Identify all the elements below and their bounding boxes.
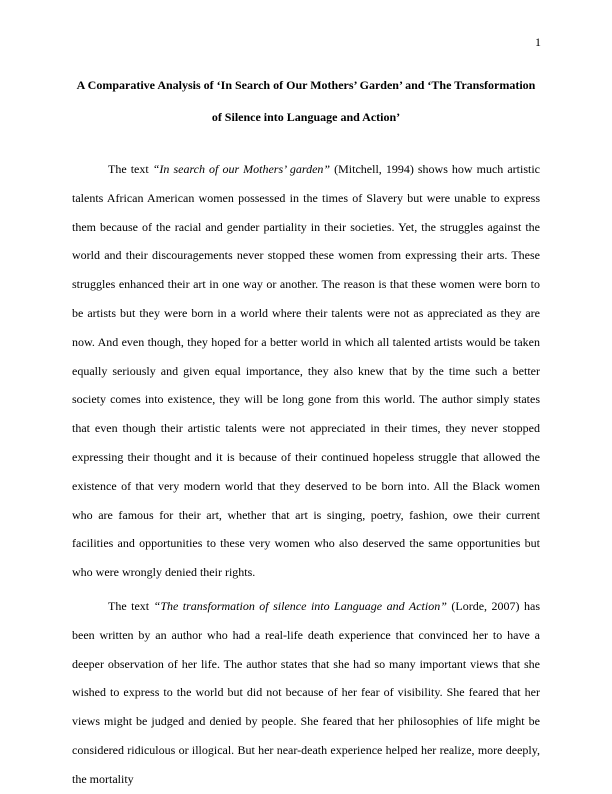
paragraph-1-lead: The text: [108, 162, 153, 176]
paragraph-2: [72, 592, 540, 794]
paragraph-1-work-title: “In search of our Mothers’ garden”: [152, 162, 331, 176]
paragraph-2-text: (Lorde, 2007) has been written by an author who had a real-life death experience that convinced her to have a deeper observation of her life. The author states that she had so many important views that she wished to express to the world but did not because of her fear of visibility. She feared that her views might be judged and denied by people. She feared that her philosophies of life might be considered ridiculous or illogical. But her near-death experience helped her realize, more deeply, the mortality: [72, 598, 540, 786]
page-number: 1: [535, 35, 541, 49]
paragraph-2-lead: The text: [108, 598, 154, 613]
document-body: [72, 155, 540, 794]
paragraph-1: [72, 155, 540, 587]
document-title: A Comparative Analysis of ‘In Search of Our Mothers’ Garden’ and ‘The Transformation of Silence into Language and Action’: [76, 78, 536, 124]
paragraph-2-work-title: “The transformation of silence into Language and Action”: [153, 598, 447, 613]
paragraph-1-text: (Mitchell, 1994) shows how much artistic talents African American women possessed in the times of Slavery but were unable to express them because of the racial and gender partiality in their societies. Yet, the struggles against the world and their discouragements never stopped these women from expressing their arts. These struggles enhanced their art in one way or another. The reason is that these women were born to be artists but they were born in a world where their talents were not as appreciated as they are now. And even though, they hoped for a better world in which all talented artists would be taken equally seriously and given equal importance, they also knew that by the time such a better society comes into existence, they will be long gone from this world. The author simply states that even though their artistic talents were not appreciated in their times, they never stopped expressing their thought and it is because of their continued hopeless struggle that allowed the existence of that very modern world that they deserved to be born into. All the Black women who are famous for their art, whether that art is singing, poetry, fashion, owe their current facilities and opportunities to these very women who also deserved the same opportunities but who were wrongly denied their rights.: [72, 162, 541, 580]
